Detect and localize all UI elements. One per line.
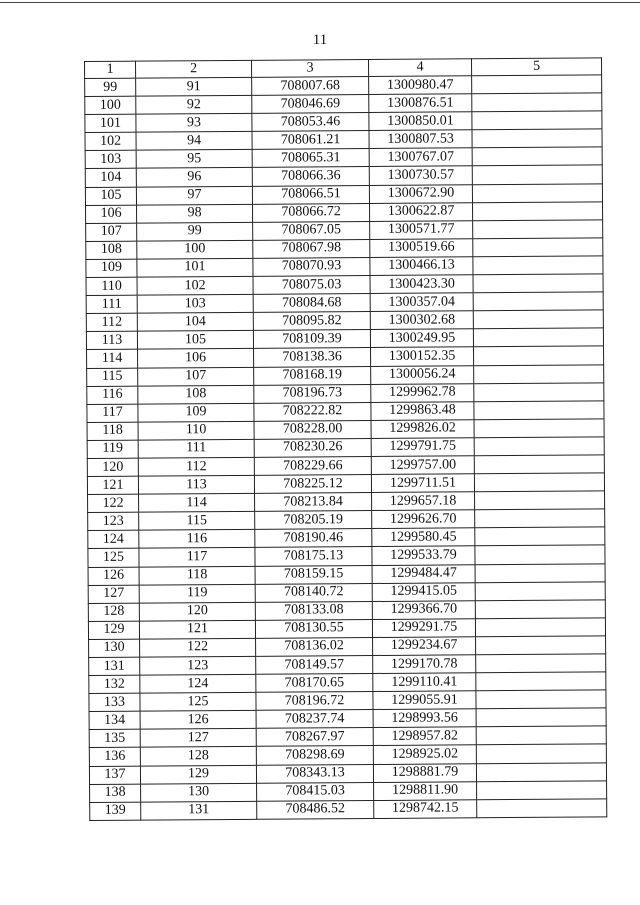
table-cell: 138 [90,784,141,802]
table-cell: 708138.36 [254,348,371,367]
table-cell: 708140.72 [255,583,372,602]
table-cell: 708267.97 [256,728,373,747]
table-cell: 115 [87,368,138,386]
table-cell [474,401,604,420]
table-cell: 102 [137,276,253,295]
table-cell: 120 [139,602,255,621]
table-cell: 1299962.78 [371,383,474,402]
table-body [85,75,607,820]
column-header: 1 [85,61,136,78]
table-cell [472,93,602,112]
table-cell: 708066.51 [252,185,369,204]
table-cell: 112 [86,313,137,331]
table-cell: 111 [86,295,137,313]
column-header: 3 [251,60,368,78]
table-cell [474,346,604,365]
table-cell: 125 [88,549,139,567]
table-cell: 708053.46 [252,113,369,132]
table-cell: 110 [86,277,137,295]
table-cell: 708205.19 [255,511,372,530]
table-cell [476,690,606,709]
table-cell: 131 [89,657,140,675]
table-cell: 708175.13 [255,547,372,566]
table-cell: 127 [140,729,256,748]
table-cell: 139 [90,802,141,820]
table-cell: 126 [140,711,256,730]
table-cell: 1300056.24 [371,365,474,384]
table-cell: 708298.69 [256,746,373,765]
table-cell [473,292,603,311]
table-cell: 134 [89,711,140,729]
table-cell: 118 [139,566,255,585]
table-cell: 104 [137,313,253,332]
table-cell: 1300730.57 [369,166,472,185]
table-cell: 1300807.53 [369,130,472,149]
table-cell: 1300152.35 [371,347,474,366]
table-cell: 97 [136,186,252,205]
table-cell: 106 [86,205,137,223]
table-cell [472,183,602,202]
top-rule [0,2,640,3]
table-cell: 127 [88,585,139,603]
table-cell: 1300850.01 [369,112,472,131]
table-cell [476,726,606,745]
table-cell [474,455,604,474]
table-cell: 1300519.66 [370,239,473,258]
table-cell: 92 [136,95,252,114]
table-cell: 103 [137,294,253,313]
table-cell: 1299580.45 [372,528,475,547]
table-cell [475,618,605,637]
table-cell: 108 [86,241,137,259]
page-number: 11 [312,32,328,48]
table-cell [473,220,603,239]
table-cell: 708159.15 [255,565,372,584]
table-cell: 128 [88,603,139,621]
table-cell: 708007.68 [252,77,369,96]
table-cell: 708130.55 [255,619,372,638]
table-cell: 708237.74 [256,710,373,729]
table-cell: 121 [87,476,138,494]
table-cell: 119 [139,584,255,603]
table-cell: 1300302.68 [370,311,473,330]
table-cell: 1298742.15 [374,800,477,819]
table-cell: 100 [85,96,136,114]
table-cell: 95 [136,150,252,169]
table-cell: 1300622.87 [369,202,472,221]
table-cell: 708075.03 [253,276,370,295]
table-cell [474,364,604,383]
table-cell [475,581,605,600]
table-cell: 708228.00 [254,420,371,439]
table-cell: 1298925.02 [373,745,476,764]
table-cell [477,799,607,818]
table-cell: 122 [140,638,256,657]
table-cell: 125 [140,693,256,712]
table-cell: 137 [89,766,140,784]
table-cell [475,509,605,528]
table-cell: 111 [138,439,254,458]
table-cell: 102 [85,132,136,150]
table-cell [474,419,604,438]
table-cell: 1299170.78 [373,655,476,674]
table-cell: 123 [140,656,256,675]
table-cell: 1299234.67 [373,637,476,656]
table-cell: 101 [85,114,136,132]
column-header: 4 [368,59,471,77]
table-cell: 112 [138,457,254,476]
table-cell [475,491,605,510]
table-cell [476,654,606,673]
table-cell: 708196.72 [256,692,373,711]
table-cell [475,600,605,619]
table-cell: 708225.12 [254,475,371,494]
table-cell: 1300876.51 [369,94,472,113]
table-cell [476,672,606,691]
table-cell: 118 [87,422,138,440]
table-cell [473,310,603,329]
table-cell: 708190.46 [255,529,372,548]
table-cell [476,636,606,655]
table-cell [475,563,605,582]
table-cell: 1300249.95 [370,329,473,348]
table-cell: 708066.72 [253,203,370,222]
table-cell: 128 [140,747,256,766]
table-cell: 708084.68 [253,294,370,313]
table-cell: 1300980.47 [369,76,472,95]
table-cell: 100 [137,240,253,259]
table-cell: 1299110.41 [373,673,476,692]
table-cell: 1298957.82 [373,727,476,746]
table-cell: 110 [138,421,254,440]
table-cell [476,762,606,781]
table-cell: 99 [137,222,253,241]
table-cell: 136 [89,748,140,766]
table-cell: 126 [88,567,139,585]
table-cell: 1299533.79 [372,546,475,565]
table-cell [472,202,602,221]
table-cell: 105 [137,331,253,350]
table-cell: 135 [89,729,140,747]
table-cell [475,545,605,564]
table-cell [472,75,602,94]
column-header: 5 [471,58,601,76]
table-cell: 1300357.04 [370,293,473,312]
table-cell: 93 [136,114,252,133]
table-cell: 114 [87,350,138,368]
table-cell: 1300767.07 [369,148,472,167]
table-cell: 1299657.18 [372,492,475,511]
table-cell: 708343.13 [256,764,373,783]
table-cell: 1300672.90 [369,184,472,203]
table-cell: 1299055.91 [373,691,476,710]
table-cell: 708061.21 [252,131,369,150]
table-cell: 107 [138,367,254,386]
table-cell: 108 [138,385,254,404]
table-cell: 708065.31 [252,149,369,168]
table-cell: 708168.19 [254,366,371,385]
table-cell: 708229.66 [254,456,371,475]
table-cell: 708213.84 [255,493,372,512]
table-cell: 1299711.51 [371,474,474,493]
table-cell: 105 [85,187,136,205]
table-cell: 1299626.70 [372,510,475,529]
table-cell: 708070.93 [253,257,370,276]
table-cell: 1300571.77 [370,221,473,240]
table-cell: 708067.98 [253,239,370,258]
table-cell [473,238,603,257]
table-cell: 116 [139,530,255,549]
table-cell [474,382,604,401]
table-cell: 103 [85,151,136,169]
table-cell: 708486.52 [257,800,374,819]
table-cell: 708222.82 [254,402,371,421]
table-cell: 122 [88,494,139,512]
table-cell [476,708,606,727]
table-cell [474,473,604,492]
table-cell: 120 [87,458,138,476]
table-cell: 708133.08 [255,601,372,620]
table-cell: 129 [88,621,139,639]
table-cell: 1299415.05 [372,582,475,601]
table-cell: 129 [140,765,256,784]
table-cell: 1299291.75 [372,619,475,638]
table-cell: 708136.02 [256,637,373,656]
table-cell [472,111,602,130]
table-cell [473,328,603,347]
table-cell [473,274,603,293]
table-cell: 708046.69 [252,95,369,114]
table-cell: 104 [85,169,136,187]
table-cell: 1299791.75 [371,438,474,457]
table-cell: 1299757.00 [371,456,474,475]
table-cell: 121 [139,620,255,639]
table-cell: 124 [88,530,139,548]
table-cell: 113 [138,475,254,494]
table-cell: 117 [139,548,255,567]
table-cell: 708149.57 [256,655,373,674]
table-cell: 123 [88,512,139,530]
table-cell: 117 [87,404,138,422]
table-cell: 708095.82 [253,312,370,331]
table-cell: 132 [89,675,140,693]
table-cell: 708196.73 [254,384,371,403]
table-cell [474,437,604,456]
table-cell: 1298993.56 [373,709,476,728]
column-header: 2 [136,60,252,78]
table-cell: 1300423.30 [370,275,473,294]
table-cell: 114 [139,493,255,512]
table-cell: 96 [136,168,252,187]
table-cell: 109 [86,259,137,277]
table-cell: 708230.26 [254,438,371,457]
table-cell [473,256,603,275]
table-cell: 133 [89,693,140,711]
coordinates-table [84,57,607,820]
table-cell: 109 [138,403,254,422]
table-cell: 1299863.48 [371,401,474,420]
table-cell: 1300466.13 [370,257,473,276]
table-cell: 131 [141,801,257,820]
table-cell: 98 [137,204,253,223]
table-cell [477,781,607,800]
table-cell: 115 [139,512,255,531]
table-cell: 1299366.70 [372,601,475,620]
table-cell: 101 [137,258,253,277]
table-cell: 1299826.02 [371,420,474,439]
table-cell: 107 [86,223,137,241]
table-cell: 106 [138,349,254,368]
table-cell: 1298811.90 [374,781,477,800]
table-cell: 130 [141,783,257,802]
table-cell: 708066.36 [252,167,369,186]
table-cell: 119 [87,440,138,458]
table-cell: 708109.39 [253,330,370,349]
table-cell: 116 [87,386,138,404]
table-cell: 91 [136,77,252,96]
table-cell: 1299484.47 [372,564,475,583]
table-cell [476,744,606,763]
table-row [90,799,607,821]
table-cell [472,147,602,166]
table-cell: 708067.05 [253,221,370,240]
table-cell: 99 [85,78,136,96]
table-cell: 124 [140,674,256,693]
table-cell: 130 [89,639,140,657]
table-cell: 708170.65 [256,674,373,693]
table-cell [475,527,605,546]
table-cell: 1298881.79 [373,763,476,782]
table-cell [472,165,602,184]
table-cell: 113 [86,331,137,349]
table-cell [472,129,602,148]
table-cell: 94 [136,132,252,151]
table-cell: 708415.03 [257,782,374,801]
